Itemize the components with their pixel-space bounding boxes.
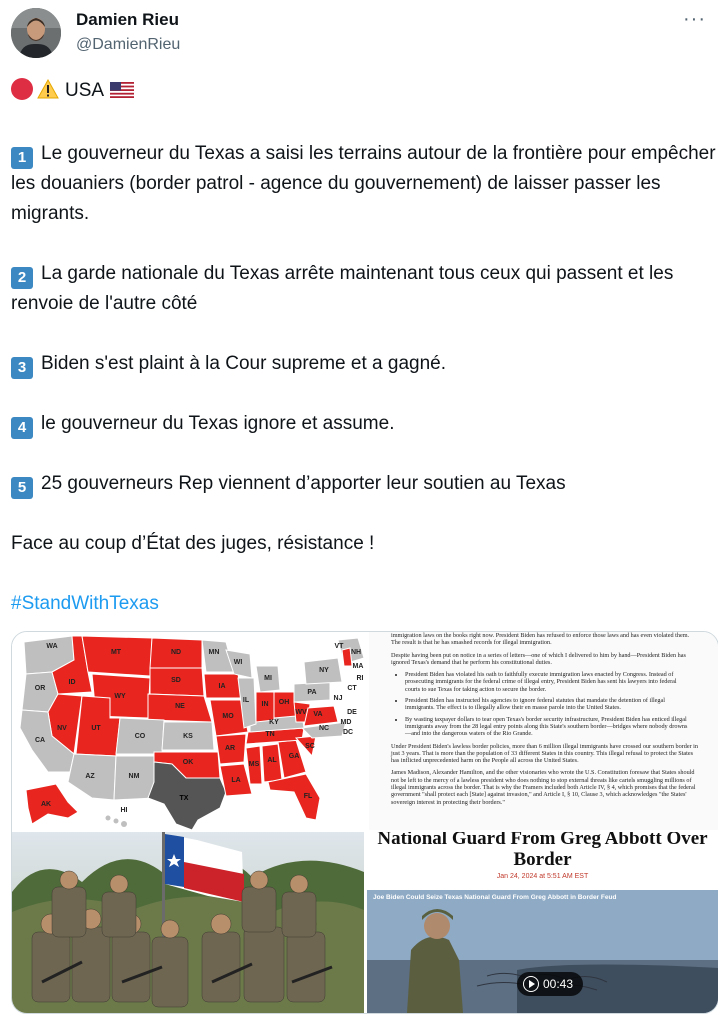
video-duration: 00:43 bbox=[543, 977, 574, 991]
keycap-2-icon: 2 bbox=[11, 267, 33, 289]
map-state-label: IL bbox=[242, 697, 250, 704]
news-date: Jan 24, 2024 at 5:51 AM EST bbox=[496, 873, 589, 880]
video-play-button[interactable] bbox=[517, 972, 583, 996]
map-state-label: HI bbox=[120, 807, 128, 814]
letter-paragraph: Under President Biden's lawless border policies, more than 6 million illegal immigrants have crossed our southern border in just 3 years. That is more than the population of 33 different States in this country. This illegal refusal to protect the States has inflicted unprecedented harm on the People all across the United States. bbox=[391, 742, 698, 765]
play-icon bbox=[523, 976, 539, 992]
letter-paragraph: James Madison, Alexander Hamilton, and the other visionaries who wrote the U.S. Constitution foresaw that States should not be left to the mercy of a lawless president who does nothing to stop external threats like cartels smuggling millions of illegal immigrants across the border. That is why the Framers included both Article IV, § 4, which promises that the federal government "shall protect each [State] against invasion," and Article I, § 10, Clause 3, which acknowledges "the States' sovereign interest in protecting their borders." bbox=[391, 769, 696, 806]
warning-icon bbox=[37, 79, 59, 109]
tweet-item-2 bbox=[11, 259, 716, 319]
map-state-label: CA bbox=[34, 737, 46, 744]
map-state-label: NE bbox=[175, 703, 185, 710]
red-circle-icon bbox=[11, 78, 33, 100]
map-state-label: LA bbox=[231, 777, 241, 784]
tweet-header bbox=[0, 0, 718, 66]
letter-bullet-list bbox=[369, 671, 718, 737]
map-state-label: NC bbox=[318, 725, 330, 732]
tweet-item-4 bbox=[11, 409, 716, 439]
map-state-label: NY bbox=[319, 667, 329, 674]
map-state-label: GA bbox=[288, 753, 300, 760]
video-caption: Joe Biden Could Seize Texas National Guard From Greg Abbott in Border Feud bbox=[373, 894, 617, 901]
map-state-label: OH bbox=[278, 699, 290, 706]
more-options-icon[interactable]: ··· bbox=[683, 8, 706, 30]
map-state-label: VT bbox=[334, 643, 344, 650]
avatar-image bbox=[11, 8, 61, 58]
tweet-item-5 bbox=[11, 469, 716, 499]
map-state-label: MT bbox=[110, 649, 122, 656]
map-state-label: ID bbox=[68, 679, 76, 686]
map-state-label: MD bbox=[340, 719, 352, 726]
us-flag-icon bbox=[110, 78, 134, 94]
keycap-4-icon: 4 bbox=[11, 417, 33, 439]
map-state-label: RI bbox=[356, 675, 364, 682]
map-state-label: AL bbox=[267, 757, 277, 764]
media-grid[interactable] bbox=[11, 631, 718, 1014]
news-video[interactable] bbox=[367, 890, 718, 1013]
map-state-label: WV bbox=[295, 709, 307, 716]
map-state-label: ND bbox=[170, 649, 182, 656]
map-state-label: AZ bbox=[85, 773, 95, 780]
map-state-label: NM bbox=[128, 773, 140, 780]
tweet-closing: Face au coup d’État des juges, résistance ! bbox=[11, 533, 375, 554]
map-state-label: CT bbox=[347, 685, 357, 692]
media-soldiers-photo[interactable] bbox=[12, 832, 364, 1013]
map-state-label: IN bbox=[261, 701, 269, 708]
map-state-label: SC bbox=[305, 743, 315, 750]
country-label: USA bbox=[65, 80, 105, 101]
map-state-label: MI bbox=[264, 675, 272, 682]
map-state-label: DC bbox=[342, 729, 354, 736]
map-state-label: PA bbox=[307, 689, 317, 696]
keycap-5-icon: 5 bbox=[11, 477, 33, 499]
tweet-item-3 bbox=[11, 349, 716, 379]
letter-paragraph: immigration laws on the books right now. President Biden has refused to enforce those laws and has even violated them. The result is that he has smashed records for illegal immigration. bbox=[391, 632, 690, 647]
map-state-label: WA bbox=[46, 643, 58, 650]
tweet-body bbox=[11, 76, 716, 619]
author-name[interactable]: Damien Rieu bbox=[76, 10, 179, 29]
map-state-label: MA bbox=[352, 663, 364, 670]
map-state-label: DE bbox=[347, 709, 357, 716]
map-state-label: FL bbox=[303, 793, 313, 800]
map-state-label: WY bbox=[114, 693, 126, 700]
tweet-item-2-text: La garde nationale du Texas arrête maintenant tous ceux qui passent et les renvoie de l'autre côté bbox=[11, 263, 674, 314]
news-headline: National Guard From Greg Abbott Over Border bbox=[377, 832, 708, 870]
map-state-label: IA bbox=[218, 683, 226, 690]
map-state-label: OK bbox=[182, 759, 194, 766]
tweet-item-5-text: 25 gouverneurs Rep viennent d’apporter leur soutien au Texas bbox=[41, 473, 566, 494]
keycap-1-icon: 1 bbox=[11, 147, 33, 169]
avatar[interactable] bbox=[11, 8, 61, 58]
map-state-label: MS bbox=[248, 761, 260, 768]
map-state-label: NV bbox=[57, 725, 67, 732]
media-letter[interactable] bbox=[369, 632, 718, 830]
letter-paragraph: Despite having been put on notice in a series of letters—one of which I delivered to him by hand—President Biden has ignored Texas's demand that he perform his constitutional duties. bbox=[391, 651, 686, 666]
media-us-map[interactable] bbox=[12, 632, 367, 830]
map-state-label: CO bbox=[134, 733, 146, 740]
tweet-item-3-text: Biden s'est plaint à la Cour supreme et a gagné. bbox=[41, 353, 446, 374]
letter-bullet: • President Biden has instructed his agencies to ignore federal statutes that mandate the detention of illegal immigrants. The effect is to illegally allow their en masse parole into the United States. bbox=[405, 697, 692, 712]
map-state-label: KS bbox=[183, 733, 193, 740]
map-state-label: MO bbox=[222, 713, 234, 720]
map-state-label: WI bbox=[233, 659, 243, 666]
map-state-label: SD bbox=[171, 677, 181, 684]
map-label-layer bbox=[12, 632, 367, 830]
map-state-label: KY bbox=[269, 719, 279, 726]
soldiers-photo bbox=[12, 832, 364, 1013]
map-state-label: TN bbox=[265, 731, 275, 738]
tweet-item-1-text: Le gouverneur du Texas a saisi les terrains autour de la frontière pour empêcher les douaniers (border patrol - agence du gouvernement) de laisser passer les migrants. bbox=[11, 143, 716, 224]
map-state-label: MN bbox=[208, 649, 220, 656]
letter-bullet: • By wasting taxpayer dollars to tear open Texas's border security infrastructure, President Biden has enticed illegal immigrants away from the 28 legal entry points along this State's southern border—bridges where nobody drowns—and into the dangerous waters of the Rio Grande. bbox=[405, 716, 692, 738]
map-state-label: TX bbox=[179, 795, 189, 802]
media-news-article[interactable] bbox=[367, 832, 718, 1013]
tweet-line-usa bbox=[11, 76, 716, 109]
letter-bullet: • President Biden has violated his oath to faithfully execute immigration laws enacted by Congress. Instead of prosecuting immigrants for the federal crime of illegal entry, President Biden has sent his lawyers into federal courts to sue Texas for taking action to secure the border. bbox=[405, 671, 692, 693]
map-state-label: AR bbox=[224, 745, 236, 752]
map-state-label: AK bbox=[40, 801, 52, 808]
map-state-label: NJ bbox=[333, 695, 343, 702]
author-handle[interactable]: @DamienRieu bbox=[76, 36, 181, 53]
map-state-label: NH bbox=[350, 649, 362, 656]
tweet-item-4-text: le gouverneur du Texas ignore et assume. bbox=[41, 413, 395, 434]
tweet-item-1 bbox=[11, 139, 716, 229]
keycap-3-icon: 3 bbox=[11, 357, 33, 379]
map-state-label: VA bbox=[313, 711, 323, 718]
map-state-label: OR bbox=[34, 685, 46, 692]
hashtag-link[interactable]: #StandWithTexas bbox=[11, 593, 159, 614]
map-state-label: UT bbox=[91, 725, 101, 732]
